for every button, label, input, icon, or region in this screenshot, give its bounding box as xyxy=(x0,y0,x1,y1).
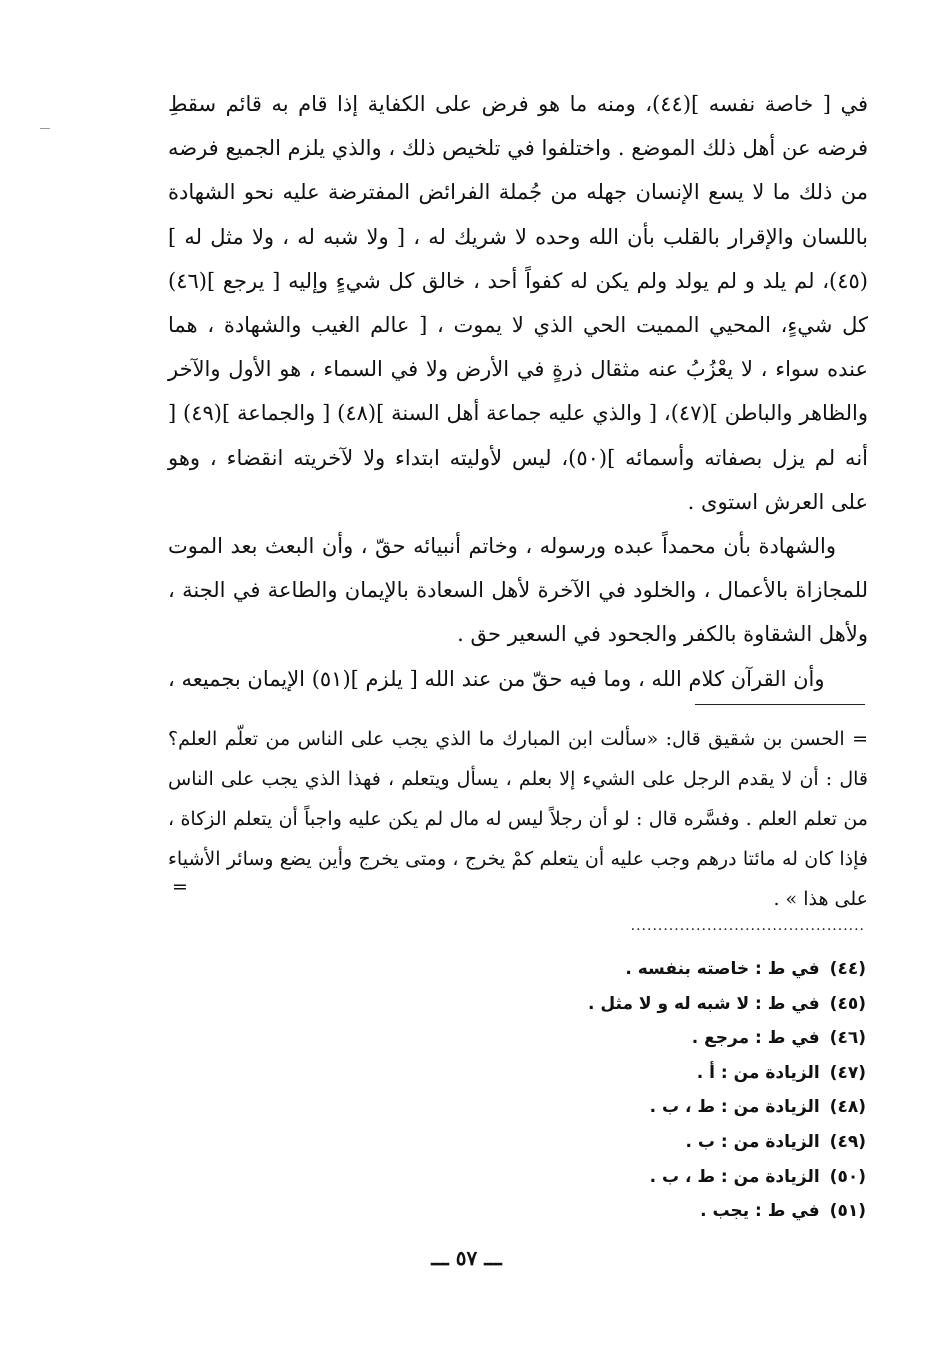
footnote-text: الزيادة من : ط ، ب . xyxy=(649,1166,820,1187)
footnote-number: (٤٥) xyxy=(829,993,866,1014)
footnote-number: (٥٠) xyxy=(829,1166,866,1187)
footnote-number: (٤٧) xyxy=(829,1062,866,1083)
footnotes-list xyxy=(400,952,866,1229)
footnote-number: (٤٨) xyxy=(829,1097,866,1118)
footnote-text: في ط : لا شبه له و لا مثل . xyxy=(587,993,820,1014)
footnote-item xyxy=(400,1056,866,1091)
paragraph-1: في [ خاصة نفسه ](٤٤)، ومنه ما هو فرض على الكفاية إذا قام به قائم سقطِ فرضه عن أهل ذلك الموضع . واختلفوا في تلخيص ذلك ، والذي يلزم الجميع فرضه من ذلك ما لا يسع الإنسان جهله من جُملة الفرائض المفترضة عليه نحو الشهادة باللسان والإقرار بالقلب بأن الله وحده لا شريك له ، [ ولا شبه له ، ولا مثل له ](٤٥)، لم يلد و لم يولد ولم يكن له كفواً أحد ، خالق كل شيءٍ وإليه [ يرجع ](٤٦) كل شيءٍ، المحيي المميت الحي الذي لا يموت ، [ عالم الغيب والشهادة ، هما عنده سواء ، لا يعْزُبُ عنه مثقال ذرةٍ في الأرض ولا في السماء ، هو الأول والآخر والظاهر والباطن ](٤٧)، [ والذي عليه جماعة أهل السنة ](٤٨) [ والجماعة ](٤٩) [ أنه لم يزل بصفاته وأسمائه ](٥٠)، ليس لأوليته ابتداء ولا لآخريته انقضاء ، وهو على العرش استوى . xyxy=(168,92,869,514)
paragraph-3: وأن القرآن كلام الله ، وما فيه حقّ من عند الله [ يلزم ](٥١) الإيمان بجميعه ، xyxy=(168,666,825,691)
footnote-text: في ط : يجب . xyxy=(700,1201,820,1222)
footnote-item xyxy=(400,1021,866,1056)
paragraph-2: والشهادة بأن محمداً عبده ورسوله ، وخاتم أنبيائه حقّ ، وأن البعث بعد الموت للمجازاة بالأعمال ، والخلود في الآخرة لأهل السعادة بالإيمان والطاعة في الجنة ، ولأهل الشقاوة بالكفر والجحود في السعير حق . xyxy=(168,534,868,647)
separator-rule xyxy=(695,704,865,705)
footnote-item xyxy=(400,1125,866,1160)
scan-mark xyxy=(40,128,50,129)
page-number: ـــ ٥٧ ـــ xyxy=(431,1246,502,1270)
footnote-number: (٤٦) xyxy=(829,1028,866,1049)
footnote-text: الزيادة من : أ . xyxy=(696,1062,820,1083)
main-text xyxy=(168,82,868,701)
quoted-note xyxy=(168,719,868,919)
footnote-text: في ط : مرجع . xyxy=(691,1028,820,1049)
footnote-number: (٤٩) xyxy=(829,1131,866,1152)
footnote-number: (٥١) xyxy=(829,1201,866,1222)
footnote-item xyxy=(400,1090,866,1125)
quote-text: = الحسن بن شقيق قال: «سألت ابن المبارك ما الذي يجب على الناس من تعلّم العلم؟ قال : أن لا يقدم الرجل على الشيء إلا بعلم ، يسأل ويتعلم ، فهذا الذي يجب على الناس من تعلم العلم . وفسَّره قال : لو أن رجلاً ليس له مال لم يكن عليه واجباً أن يتعلم الزكاة ، فإذا كان له مائتا درهم وجب عليه أن يتعلم كمْ يخرج ، ومتى يخرج وأين يضع وسائر الأشياء على هذا » . xyxy=(168,728,868,910)
footnote-text: الزيادة من : ط ، ب . xyxy=(649,1097,820,1118)
footnote-item xyxy=(400,1194,866,1229)
footnote-item xyxy=(400,987,866,1022)
continuation-mark: = xyxy=(172,876,188,898)
footnote-number: (٤٤) xyxy=(829,959,866,979)
footnote-text: في ط : خاصته بنفسه . xyxy=(625,959,820,979)
footnote-item xyxy=(400,952,866,987)
footnote-text: الزيادة من : ب . xyxy=(685,1131,820,1152)
footnote-item xyxy=(400,1160,866,1195)
dotted-separator: ........................................... xyxy=(630,918,865,934)
